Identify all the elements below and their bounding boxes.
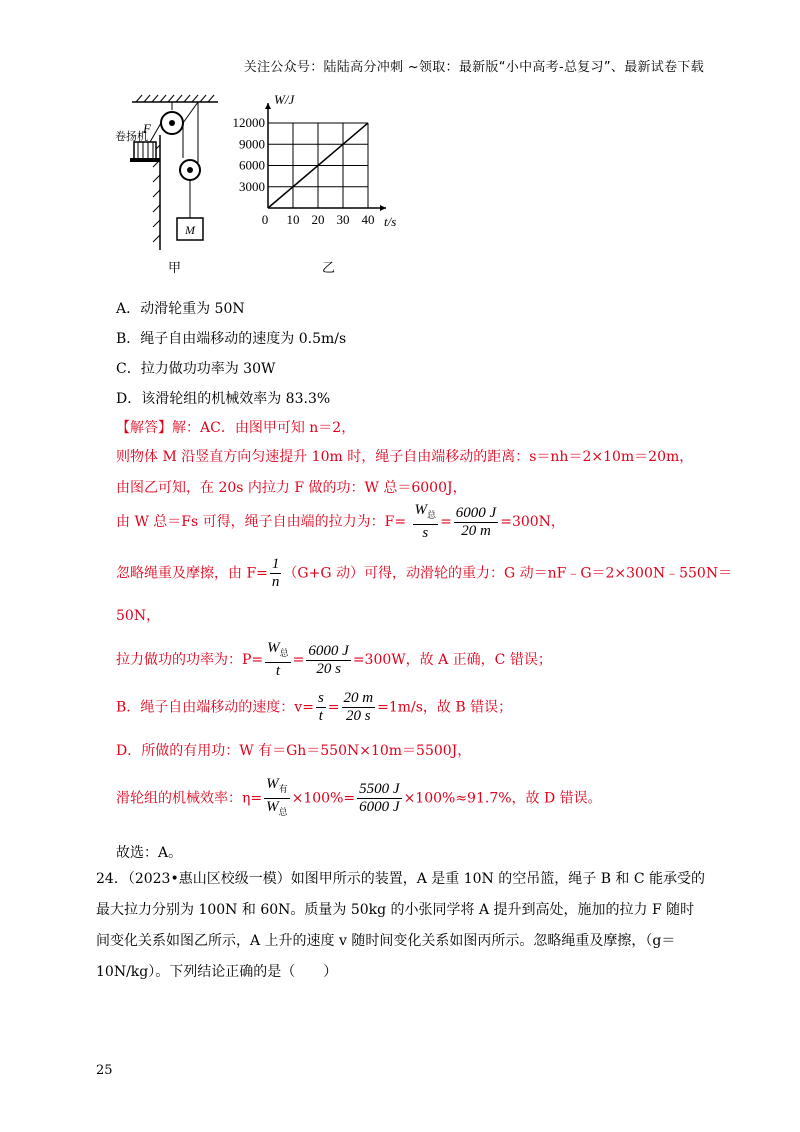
- answer-line-1: [116, 417, 355, 437]
- answer-line-4: 由 W 总＝Fs 可得，绳子自由端的拉力为：F= $\frac{W_总}{s}$ = $\frac{6000 J}{20 m}$ =300N，: [116, 502, 565, 541]
- answer-line-7: 拉力做功的功率为：P= $\frac{W_总}{t}$ = $\frac{6000 J}{20 s}$ =300W，故 A 正确，C 错误；: [116, 640, 552, 679]
- answer-line-10: 滑轮组的机械效率：η= $\frac{W_有}{W_总}$ ×100%= $\frac{5500 J}{6000 J}$ ×100%≈91.7%，故 D 错误。: [116, 776, 602, 821]
- x-axis-title: t/s: [384, 214, 397, 229]
- x-axis-arrow-icon: [380, 205, 386, 211]
- block-label: M: [185, 223, 195, 237]
- option-d: D．该滑轮组的机械效率为 83.3%: [116, 391, 331, 407]
- figure-yi-caption: 乙: [322, 261, 336, 275]
- answer-line-2: 则物体 M 沿竖直方向匀速提升 10m 时，绳子自由端移动的距离：s＝nh＝2×10m＝20m，: [116, 449, 694, 465]
- answer-text-4: 由 W 总＝Fs 可得，绳子自由端的拉力为：F=: [116, 514, 407, 530]
- y-axis-title: W/J: [274, 92, 295, 107]
- x-tick-label: 40: [361, 212, 375, 227]
- question-number: 24．: [96, 871, 128, 887]
- question-24: [96, 864, 708, 988]
- work-time-chart: [230, 90, 430, 275]
- x-tick-label: 0: [261, 212, 269, 227]
- fraction-wyou-over-wzong: $\frac{W_有}{W_总}$: [266, 776, 288, 817]
- chart-ticks: [233, 115, 375, 227]
- answer-text-1: 解：AC．由图甲可知 n＝2，: [172, 420, 356, 436]
- answer-line-8: B．绳子自由端移动的速度：v= $\frac{s}{t}$ = $\frac{20 m}{20 s}$ =1m/s，故 B 错误；: [116, 690, 513, 724]
- question-text: （2023•惠山区校级一模）如图甲所示的装置，A 是重 10N 的空吊篮，绳子 B 和 C 能承受的最大拉力分别为 100N 和 60N。质量为 50kg 的小张同学将 A 提升到高处，施加的拉力 F 随时间变化关系如图乙所示，A 上升的速度 v 随时间变化关系如图丙所示。忽略绳重及摩擦，（g＝10N/kg）。下列结论正确的是（ ）: [96, 871, 706, 980]
- fraction-6000j-over-20s: $\frac{6000 J}{20 s}$: [308, 642, 349, 677]
- y-tick-label: 6000: [239, 157, 265, 173]
- page-header: 关注公众号：陆陆高分冲刺 ~领取：最新版“小中高考-总复习”、最新试卷下载: [243, 60, 704, 75]
- final-choice: 故选：A。: [116, 845, 183, 861]
- answer-line-6: 50N，: [116, 608, 161, 624]
- x-tick-label: 30: [336, 212, 350, 227]
- winch-label: 卷扬机: [115, 130, 148, 143]
- fraction-5500j-over-6000j: $\frac{5500 J}{6000 J}$: [359, 781, 400, 815]
- figure-jia-caption: 甲: [168, 261, 182, 275]
- fraction-w-over-s: $\frac{W_总}{s}$: [414, 502, 437, 541]
- y-tick-label: 3000: [239, 178, 265, 194]
- fraction-1-over-n: $\frac{1}{n}$: [271, 556, 280, 590]
- y-tick-label: 12000: [232, 115, 265, 130]
- fraction-20m-over-20s: $\frac{20 m}{20 s}$: [343, 690, 374, 724]
- force-label: F: [143, 121, 151, 136]
- option-c: C．拉力做功功率为 30W: [116, 361, 276, 377]
- figure-area: [110, 90, 430, 275]
- x-tick-label: 10: [286, 212, 300, 227]
- answer-line-5: 忽略绳重及摩擦，由 F= $\frac{1}{n}$ （G+G 动）可得，动滑轮的重力：G 动＝nF﹣G＝2×300N﹣550N＝: [116, 556, 733, 590]
- option-a: A．动滑轮重为 50N: [116, 301, 245, 317]
- option-b: B．绳子自由端移动的速度为 0.5m/s: [116, 331, 347, 347]
- fraction-6000j-over-20m: $\frac{6000 J}{20 m}$: [455, 504, 497, 539]
- fraction-s-over-t: $\frac{s}{t}$: [317, 690, 324, 724]
- y-tick-label: 9000: [239, 136, 265, 152]
- page-number: 25: [96, 1063, 113, 1078]
- pulley-diagram: [110, 90, 220, 275]
- x-tick-label: 20: [311, 212, 325, 227]
- y-axis-arrow-icon: [265, 103, 271, 109]
- answer-line-9: D．所做的有用功：W 有＝Gh＝550N×10m＝5500J，: [116, 743, 472, 759]
- answer-line-3: 由图乙可知，在 20s 内拉力 F 做的功：W 总＝6000J，: [116, 480, 467, 496]
- fraction-w-over-t: $\frac{W_总}{t}$: [267, 640, 289, 679]
- answer-tag: 【解答】: [116, 420, 172, 436]
